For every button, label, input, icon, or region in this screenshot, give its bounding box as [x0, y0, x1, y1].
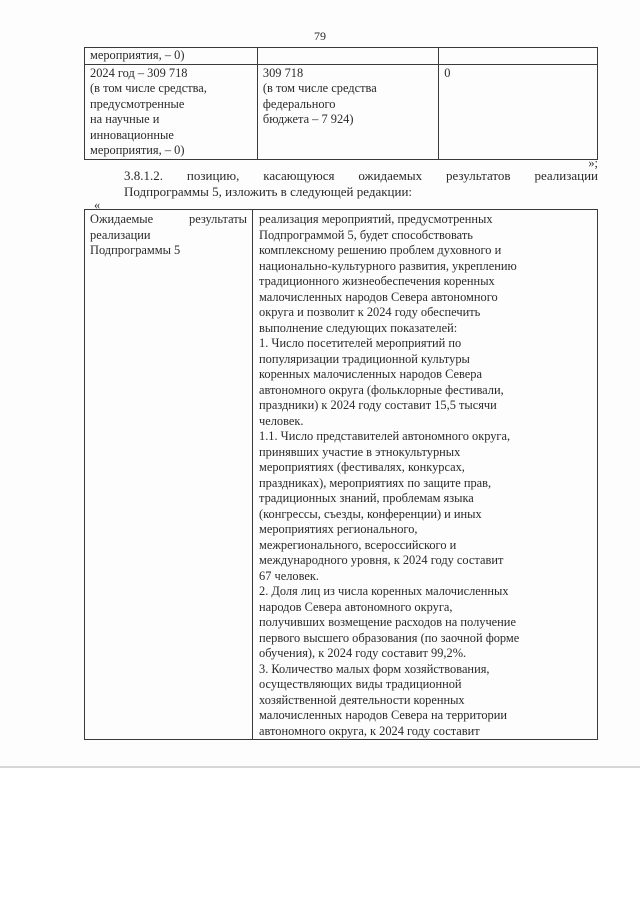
table-row [85, 210, 598, 740]
content-line: первого высшего образования (по заочной форме [259, 630, 520, 645]
content-line: 1. Число посетителей мероприятий по [259, 336, 462, 350]
content-line: хозяйственной деятельности коренных [259, 692, 465, 707]
content-line: мероприятиях (фестивалях, конкурсах, [259, 460, 465, 474]
cell-line: инновационные [90, 127, 174, 142]
content-line: получивших возмещение расходов на получение [259, 615, 516, 629]
label-line: реализации [90, 227, 151, 242]
content-line: принявших участие в этнокультурных [259, 444, 461, 459]
results-table [84, 209, 598, 740]
page-number: 79 [314, 29, 326, 43]
cell-line: бюджета – 7 924) [262, 112, 354, 126]
content-line: международного уровня, к 2024 году составит [259, 553, 504, 567]
label-line: Ожидаемые результаты [90, 212, 247, 226]
cell-line: мероприятия, – 0) [90, 143, 185, 157]
table-row [85, 48, 598, 65]
cell-line: (в том числе средства [262, 81, 377, 95]
cell-line: федерального [262, 96, 336, 111]
paragraph-line: Подпрограммы 5, изложить в следующей редакции: [124, 184, 413, 199]
content-line: осуществляющих виды традиционной [259, 677, 462, 691]
content-line: межрегионального, всероссийского и [259, 537, 457, 552]
cell-line: (в том числе средства, [90, 81, 207, 95]
content-line: коренных малочисленных народов Севера [259, 367, 483, 381]
content-line: 1.1. Число представителей автономного округа, [259, 429, 511, 443]
table-cell [439, 48, 598, 65]
paragraph-line: 3.8.1.2. позицию, касающуюся ожидаемых результатов реализации [124, 168, 598, 183]
content-line: народов Севера автономного округа, [259, 599, 453, 614]
content-line: выполнение следующих показателей: [259, 320, 458, 335]
content-line: малочисленных народов Севера на территории [259, 708, 508, 722]
cell-line: на научные и [90, 112, 160, 126]
content-line: национально-культурного развития, укреплению [259, 258, 517, 273]
label-line: Подпрограммы 5 [90, 243, 181, 257]
content-line: реализация мероприятий, предусмотренных [259, 212, 493, 226]
content-line: праздниках), мероприятиях по защите прав, [259, 475, 492, 490]
cell-line: 2024 год – 309 718 [90, 65, 188, 80]
page-bottom-edge [0, 766, 640, 768]
label-cell [85, 210, 253, 740]
content-line: традиционных знаний, проблемам языка [259, 491, 474, 505]
cell-line: 309 718 [262, 65, 304, 80]
content-line: традиционного жизнеобеспечения коренных [259, 274, 495, 288]
content-line: автономного округа, к 2024 году составит [259, 723, 480, 738]
table-cell: 0 [439, 64, 598, 159]
content-line: автономного округа (фольклорные фестивали, [259, 382, 504, 397]
opening-quote: « [94, 198, 101, 212]
content-line: популяризации традиционной культуры [259, 351, 470, 366]
content-line: мероприятиях регионального, [259, 522, 418, 536]
content-line: 3. Количество малых форм хозяйствования, [259, 661, 490, 676]
table-cell [85, 64, 258, 159]
content-line: округа и позволит к 2024 году обеспечить [259, 305, 481, 319]
table-cell: мероприятия, – 0) [85, 48, 258, 65]
content-line: человек. [259, 413, 304, 428]
closing-quote: »; [588, 156, 598, 170]
content-line: (конгрессы, съезды, конференции) и иных [259, 506, 482, 521]
content-line: праздники) к 2024 году составит 15,5 тысячи [259, 398, 497, 412]
content-line: малочисленных народов Севера автономного [259, 289, 498, 304]
content-cell [253, 210, 598, 740]
content-line: 67 человек. [259, 568, 319, 583]
table-row [85, 64, 598, 159]
content-line: 2. Доля лиц из числа коренных малочисленных [259, 584, 509, 598]
cell-line: предусмотренные [90, 96, 185, 111]
content-line: обучения), к 2024 году составит 99,2%. [259, 646, 467, 660]
table-cell [257, 48, 438, 65]
table-cell [257, 64, 438, 159]
content-line: Подпрограммой 5, будет способствовать [259, 227, 473, 242]
funding-table [84, 47, 598, 160]
content-line: комплексному решению проблем духовного и [259, 243, 502, 257]
